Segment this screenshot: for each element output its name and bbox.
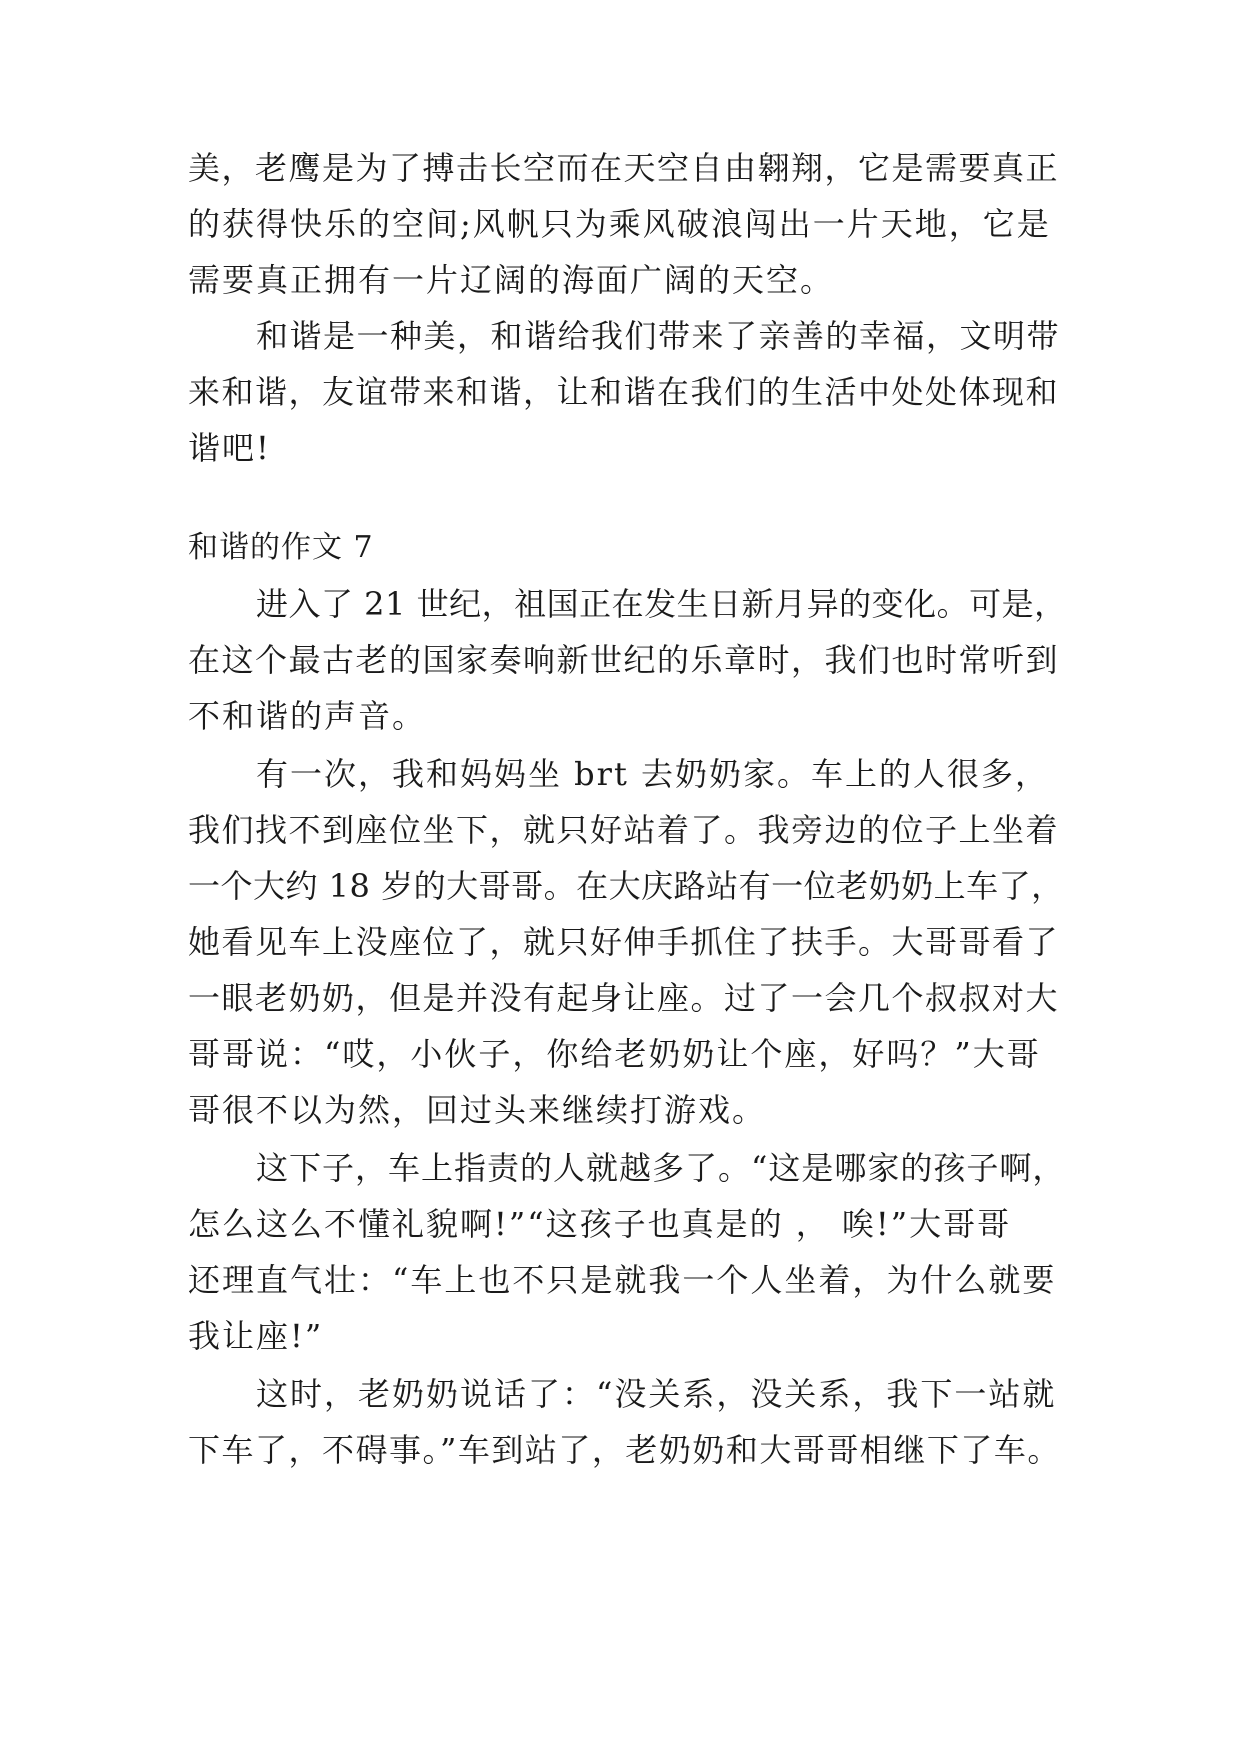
text-line: 美，老鹰是为了搏击长空而在天空自由翱翔，它是需要真正 [188, 149, 1060, 187]
text-line: 在这个最古老的国家奏响新世纪的乐章时，我们也时常听到 [188, 641, 1060, 679]
text-line: 谐吧! [188, 429, 271, 467]
text-line: 进入了 21 世纪，祖国正在发生日新月异的变化。可是， [256, 585, 1067, 623]
text-line: 哥很不以为然，回过头来继续打游戏。 [188, 1091, 767, 1129]
text-line: 有一次，我和妈妈坐 brt 去奶奶家。车上的人很多， [256, 755, 1049, 793]
text-line: 怎么这么不懂礼貌啊!”“这孩子也真是的 ， 唉!”大哥哥 [188, 1205, 1012, 1243]
text-line: 和谐是一种美，和谐给我们带来了亲善的幸福，文明带 [256, 317, 1061, 355]
text-line: 还理直气壮：“车上也不只是就我一个人坐着，为什么就要 [188, 1261, 1057, 1299]
text-line: 我们找不到座位坐下，就只好站着了。我旁边的位子上坐着 [188, 811, 1060, 849]
text-line: 这时，老奶奶说话了：“没关系，没关系，我下一站就 [256, 1375, 1057, 1413]
text-line: 一个大约 18 岁的大哥哥。在大庆路站有一位老奶奶上车了， [188, 867, 1064, 905]
text-line: 我让座!” [188, 1317, 324, 1355]
text-line: 不和谐的声音。 [188, 697, 427, 735]
text-line: 来和谐，友谊带来和谐，让和谐在我们的生活中处处体现和 [188, 373, 1060, 411]
section-title: 和谐的作文 7 [188, 530, 374, 565]
text-line: 下车了，不碍事。”车到站了，老奶奶和大哥哥相继下了车。 [188, 1431, 1061, 1469]
text-line: 她看见车上没座位了，就只好伸手抓住了扶手。大哥哥看了 [188, 923, 1060, 961]
text-line: 需要真正拥有一片辽阔的海面广阔的天空。 [188, 261, 835, 299]
text-line: 一眼老奶奶，但是并没有起身让座。过了一会几个叔叔对大 [188, 979, 1060, 1017]
text-line: 哥哥说：“哎，小伙子，你给老奶奶让个座，好吗？”大哥 [188, 1035, 1041, 1073]
text-line: 的获得快乐的空间;风帆只为乘风破浪闯出一片天地，它是 [188, 205, 1051, 243]
text-line: 这下子，车上指责的人就越多了。“这是哪家的孩子啊， [256, 1149, 1066, 1187]
